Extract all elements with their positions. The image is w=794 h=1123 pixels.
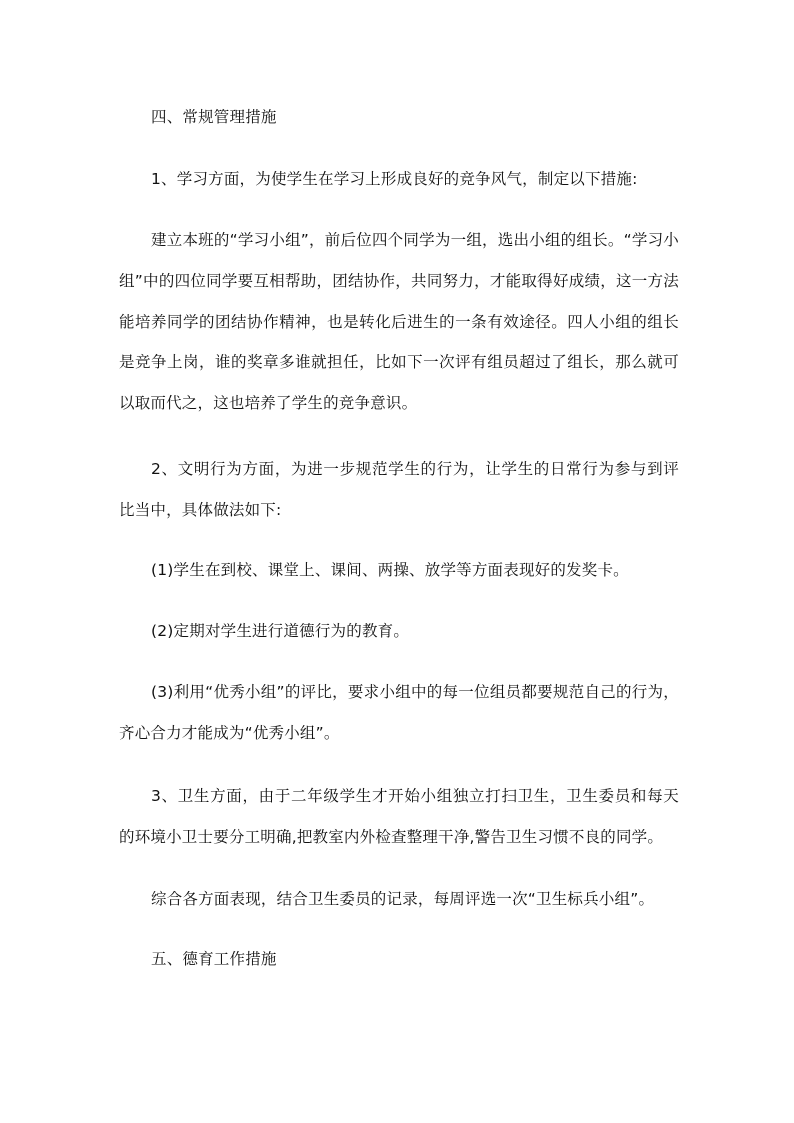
section-heading-routine-management: 四、常规管理措施 <box>151 108 277 126</box>
list-item-reward-cards: (1)学生在到校、课堂上、课间、两操、放学等方面表现好的发奖卡。 <box>151 561 629 579</box>
section-heading-moral-education-measures: 五、德育工作措施 <box>151 950 277 968</box>
list-item-moral-education: (2)定期对学生进行道德行为的教育。 <box>151 622 410 640</box>
paragraph-study-groups: 建立本班的“学习小组”，前后位四个同学为一组，选出小组的组长。“学习小组”中的四位同学要互相帮助，团结协作，共同努力，才能取得好成绩，这一方法能培养同学的团结协作精神，也是转化后进生的一条有效途径。四人小组的组长是竞争上岗，谁的奖章多谁就担任，比如下一次评有组员超过了组长，那么就可以取而代之，这也培养了学生的竞争意识。 <box>119 231 679 413</box>
paragraph-weekly-selection: 综合各方面表现，结合卫生委员的记录，每周评选一次“卫生标兵小组”。 <box>151 890 655 908</box>
paragraph-civil-behavior: 2、文明行为方面，为进一步规范学生的行为，让学生的日常行为参与到评比当中，具体做法如下: <box>119 460 679 519</box>
paragraph-study-measures: 1、学习方面，为使学生在学习上形成良好的竞争风气，制定以下措施: <box>151 170 638 188</box>
list-item-excellent-groups: (3)利用“优秀小组”的评比，要求小组中的每一位组员都要规范自己的行为，齐心合力才能成为“优秀小组”。 <box>119 683 679 742</box>
paragraph-hygiene: 3、卫生方面，由于二年级学生才开始小组独立打扫卫生，卫生委员和每天的环境小卫士要分工明确,把教室内外检查整理干净,警告卫生习惯不良的同学。 <box>119 787 679 846</box>
